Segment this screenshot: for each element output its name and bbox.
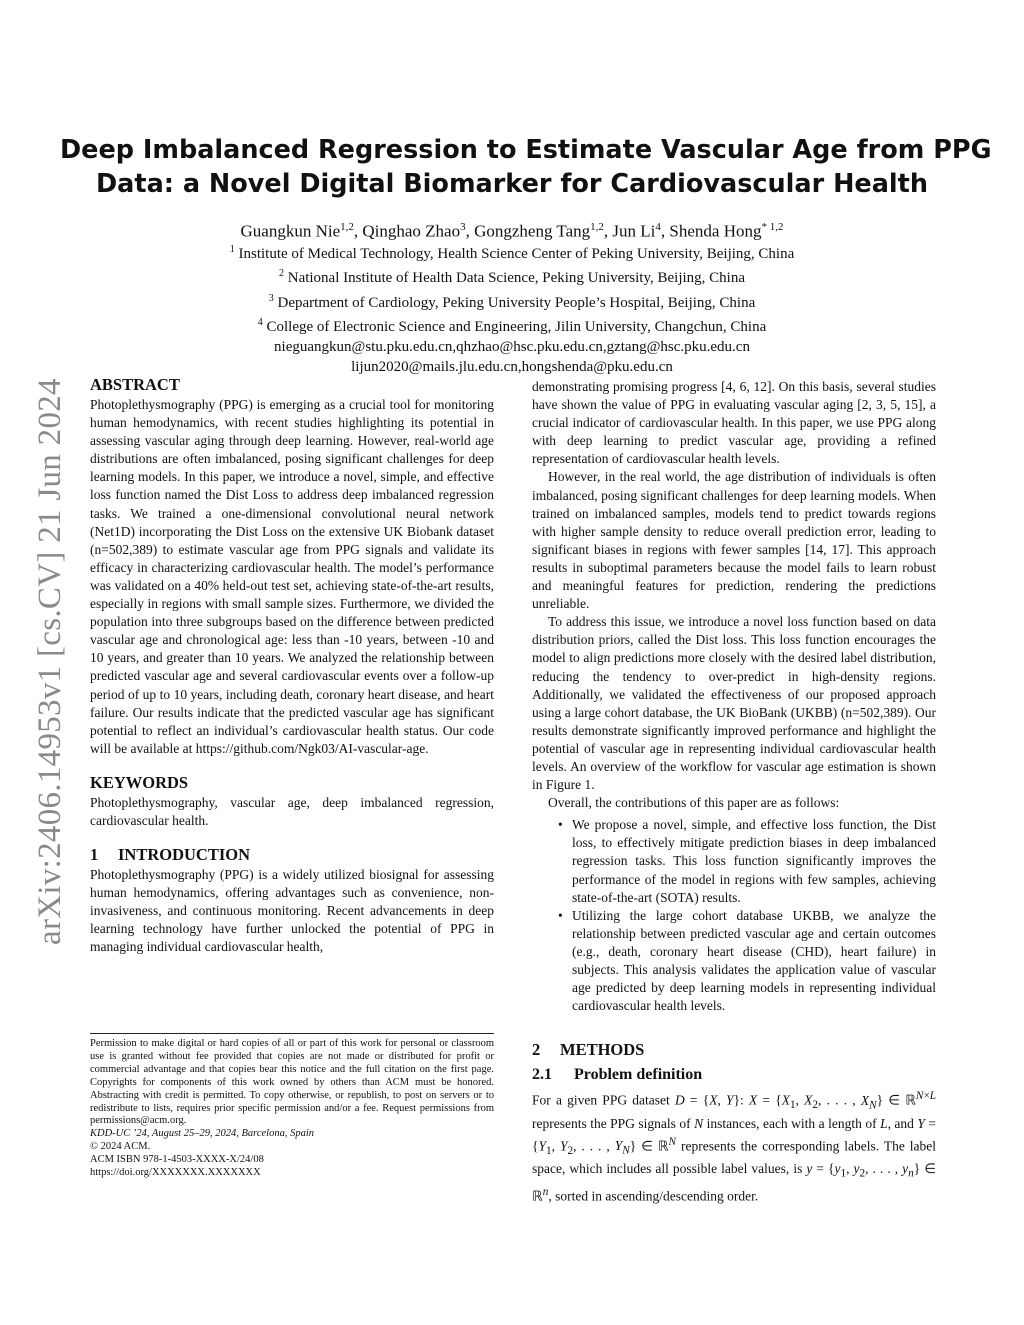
problem-definition-heading: 2.1 Problem definition [532, 1066, 703, 1084]
contribution-list [532, 816, 936, 1015]
intro-paragraph-1-cont: demonstrating promising progress [4, 6, 12]. On this basis, several studies have shown the value of PPG in evaluating vascular aging [2, 3, 5, 15], a crucial indicator of cardiovascular health. In this paper, we use PPG along with deep learning to predict vascular age, providing a refined representation of cardiovascular health levels. [532, 379, 936, 467]
contribution-item: • We propose a novel, simple, and effective loss function, the Dist loss, to effectively mitigate prediction biases in deep imbalanced regression tasks. This loss function significantly improves the performance of the model in regions with few samples, achieving state-of-the-art (SOTA) results. [558, 817, 936, 905]
keywords-text: Photoplethysmography, vascular age, deep imbalanced regression, cardiovascular health. [90, 794, 494, 828]
author-name: Qinghao Zhao [362, 221, 461, 241]
author-name: Guangkun Nie [240, 221, 341, 241]
bullet-icon: • [558, 907, 563, 923]
author-name: Shenda Hong [669, 221, 762, 241]
intro-paragraph-1: Photoplethysmography (PPG) is a widely utilized biosignal for assessing human hemodynamics, offering advantages such as convenience, non-invasiveness, and continuous monitoring. Recent advancements in deep learning technology have further unlocked the potential of PPG in managing individual cardiovascular health, [90, 867, 494, 955]
doi-line: https://doi.org/XXXXXXX.XXXXXXX [90, 1167, 261, 1179]
right-column [532, 378, 936, 1205]
left-column [90, 374, 494, 957]
problem-definition-text: For a given PPG dataset D = {X, Y}: $X = \{X_1$, $X_2$, . . . , $X_N$} ∈ ℝ$^{N\times L}$ represents the PPG signals of N instances, each with a length of L, and $Y = \{Y_1$, $Y_2$, . . . , $Y_N$} ∈ ℝ$^N$ represents the corresponding labels. The label space, which includes all possible label values, is $y = \{y_1$, $y_2$, . . . , $y_n$} ∈ ℝ$^n$, sorted in ascending/descending order. [532, 1090, 937, 1204]
author-affil-sup: * 1,2 [761, 221, 784, 233]
affiliation-line: $^3$ Department of Cardiology, Peking University People’s Hospital, Beijing, China [268, 292, 756, 311]
email-line: nieguangkun@stu.pku.edu.cn,qhzhao@hsc.pku.edu.cn,gztang@hsc.pku.edu.cn [274, 339, 750, 356]
conference-line: KDD-UC ’24, August 25–29, 2024, Barcelona, Spain [90, 1128, 314, 1140]
affiliation-line: $^4$ College of Electronic Science and Engineering, Jilin University, Changchun, China [257, 316, 767, 335]
abstract-heading: ABSTRACT [90, 375, 180, 394]
intro-paragraph-2: However, in the real world, the age distribution of individuals is often imbalanced, posing significant challenges for deep learning models. When trained on imbalanced samples, models tend to predict towards regions with higher sample density to reduce overall prediction error, leading to significant biases in regions with fewer samples [14, 17]. This approach results in suboptimal parameters because the model fails to learn robust and meaningful features for prediction, rendering the predictions unreliable. [532, 469, 936, 612]
contribution-item: • Utilizing the large cohort database UKBB, we analyze the relationship between predicted vascular age and certain outcomes (e.g., death, coronary heart disease (CHD), heart failure) in subjects. This analysis validates the application value of vascular age predicted by deep learning models in representing individual cardiovascular health levels. [558, 907, 936, 1014]
paper-title [60, 133, 992, 201]
email-line: lijun2020@mails.jlu.edu.cn,hongshenda@pku.edu.cn [351, 359, 673, 376]
author-affil-sup: 1,2 [340, 221, 354, 233]
author-affil-sup: 3 [460, 221, 466, 233]
title-line-2: Data: a Novel Digital Biomarker for Cardiovascular Health [96, 169, 928, 199]
footnote-rule [90, 1033, 494, 1034]
title-line-1: Deep Imbalanced Regression to Estimate Vascular Age from PPG [60, 135, 992, 165]
copyright-footnote [90, 1038, 494, 1180]
keywords-heading: KEYWORDS [90, 772, 189, 792]
methods-heading: 2 METHODS [532, 1040, 645, 1060]
author-name: Jun Li [612, 221, 656, 241]
abstract-text: Photoplethysmography (PPG) is emerging as a crucial tool for monitoring human hemodynamics, with recent studies highlighting its potential in assessing vascular aging through deep learning. However, real-world age distributions are often imbalanced, posing significant challenges for deep learning models. In this paper, we introduce a novel, simple, and effective loss function named the Dist Loss to address deep imbalanced regression tasks. We trained a one-dimensional convolutional neural network (Net1D) incorporating the Dist Loss on the extensive UK Biobank dataset (n=502,389) to estimate vascular age from PPG signals and validate its efficacy in characterizing cardiovascular health. The model’s performance was validated on a 40% held-out test set, achieving state-of-the-art results, especially in regions with small sample sizes. Furthermore, we divided the population into three subgroups based on the difference between predicted vascular age and chronological age: less than -10 years, between -10 and 10 years, and greater than 10 years. We analyzed the relationship between predicted vascular age and several cardiovascular events over a follow-up period of up to 10 years, including death, coronary heart disease, and heart failure. Our results indicate that the predicted vascular age has significant potential to reflect an individual’s cardiovascular health status. Our code will be available at https://github.com/Ngk03/AI-vascular-age. [90, 397, 494, 756]
author-affil-sup: 1,2 [590, 221, 604, 233]
affiliation-line: $^1$ Institute of Medical Technology, Health Science Center of Peking University, Beijing, China [229, 244, 795, 262]
copyright-line: © 2024 ACM. [90, 1141, 151, 1153]
author-name: Gongzheng Tang [474, 221, 591, 241]
author-affil-sup: 4 [655, 221, 661, 233]
affiliations [60, 240, 964, 378]
intro-heading: 1 INTRODUCTION [90, 845, 251, 865]
author-list: Guangkun Nie$^{1,2}$, Qinghao Zhao$^3$, Gongzheng Tang$^{1,2}$, Jun Li$^4$, Shenda Hong$^{* 1,2}$ [240, 221, 784, 241]
permission-notice: Permission to make digital or hard copies of all or part of this work for personal or classroom use is granted without fee provided that copies are not made or distributed for profit or commercial advantage and that copies bear this notice and the full citation on the first page. Copyrights for components of this work owned by others than ACM must be honored. Abstracting with credit is permitted. To copy otherwise, or republish, to post on servers or to redistribute to lists, requires prior specific permission and/or a fee. Request permissions from permissions@acm.org. [90, 1038, 494, 1127]
intro-paragraph-4: Overall, the contributions of this paper are as follows: [548, 795, 840, 811]
bullet-icon: • [558, 817, 563, 833]
isbn-line: ACM ISBN 978-1-4503-XXXX-X/24/08 [90, 1154, 264, 1166]
arxiv-stamp: arXiv:2406.14953v1 [cs.CV] 21 Jun 2024 [32, 378, 68, 945]
affiliation-line: $^2$ National Institute of Health Data Science, Peking University, Beijing, China [278, 268, 745, 287]
intro-paragraph-3: To address this issue, we introduce a novel loss function based on data distribution priors, called the Dist loss. This loss function encourages the model to align predictions more closely with the desired label distribution, reducing the tendency to over-predict in high-density regions. Additionally, we validated the effectiveness of our proposed approach using a large cohort database, the UK BioBank (UKBB) (n=502,389). Our results demonstrate significantly improved performance and highlight the potential of vascular age in representing individual cardiovascular health levels. An overview of the workflow for vascular age estimation is shown in Figure 1. [532, 614, 936, 793]
